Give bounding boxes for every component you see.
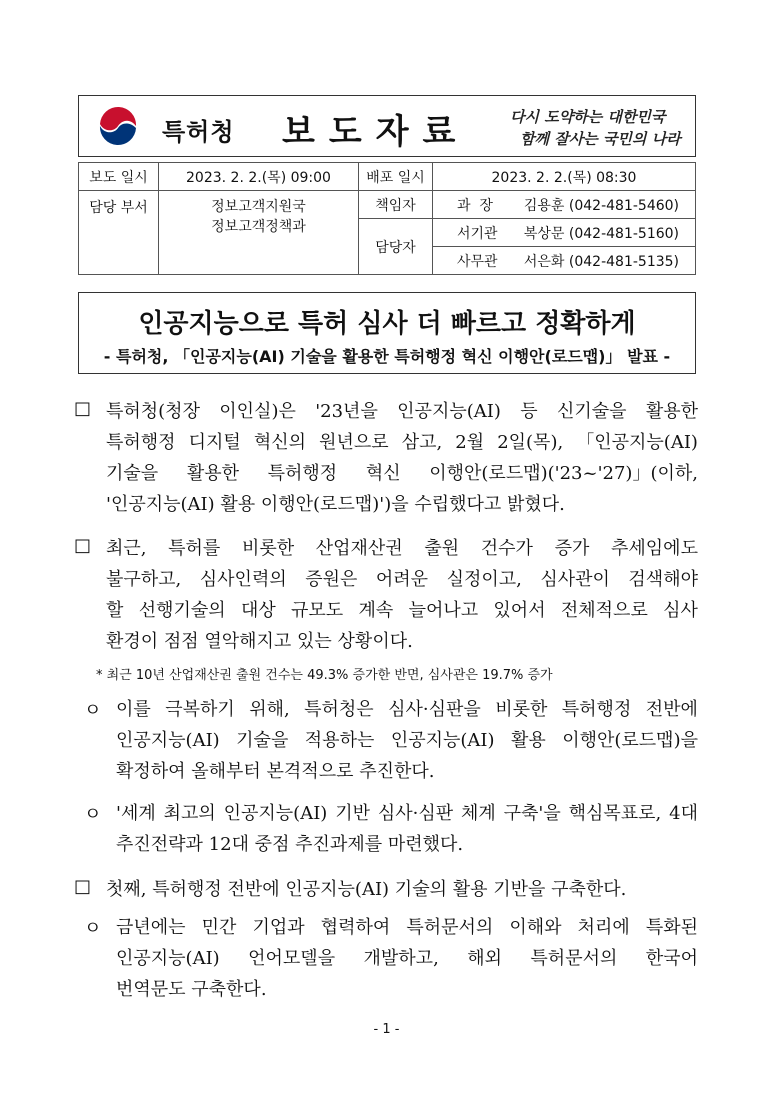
contact-title: 서기관 [457,225,498,242]
government-slogan [508,104,693,152]
org-name: 특허청 [162,118,235,146]
paragraph-line: 추진전략과 12대 중점 추진과제를 마련했다. [116,834,464,855]
circle-bullet-icon: ㅇ [84,700,102,721]
paragraph-line: 기술을 활용한 특허행정 혁신 이행안(로드맵)('23~'27)」(이하, [106,463,698,484]
paragraph-line: '인공지능(AI) 활용 이행안(로드맵)')을 수립했다고 밝혔다. [106,494,565,515]
contact-label: 담당자 [359,219,433,275]
press-date: 2023. 2. 2.(목) 09:00 [159,163,359,191]
contact-title: 사무관 [457,253,498,270]
circle-bullet-icon: ㅇ [84,918,102,939]
dept-name [159,191,359,275]
contact-row [433,191,696,219]
footnote: * 최근 10년 산업재산권 출원 건수는 49.3% 증가한 반면, 심사관은 19.7% 증가 [96,668,553,683]
square-bullet-icon: □ [74,398,92,419]
headline: 인공지능으로 특허 심사 더 빠르고 정확하게 [138,309,636,339]
contact-name: 김용훈 (042-481-5460) [523,197,679,214]
dept-label: 담당 부서 [79,191,159,275]
paragraph-5 [106,874,698,905]
contact-title: 과 장 [457,197,493,214]
paragraph-4 [116,798,698,860]
dept-line-2: 정보고객정책과 [211,219,306,235]
dept-line-1: 정보고객지원국 [211,199,306,215]
paragraph-line: 이를 극복하기 위해, 특허청은 심사·심판을 비롯한 특허행정 전반에 [116,699,698,720]
paragraph-2 [106,533,698,657]
government-emblem-icon [94,104,142,152]
square-bullet-icon: □ [74,535,92,556]
paragraph-line: 환경이 점점 열악해지고 있는 상황이다. [106,631,413,652]
release-date-label: 배포 일시 [359,163,433,191]
paragraph-line: 인공지능(AI) 언어모델을 개발하고, 해외 특허문서의 한국어 [116,948,698,969]
slogan-line-1: 다시 도약하는 대한민국 [510,108,666,126]
paragraph-line: 첫째, 특허행정 전반에 인공지능(AI) 기술의 활용 기반을 구축한다. [106,879,627,900]
contact-name: 복상문 (042-481-5160) [523,225,679,242]
paragraph-line: 최근, 특허를 비롯한 산업재산권 출원 건수가 증가 추세임에도 [106,538,698,559]
paragraph-line: 확정하여 올해부터 본격적으로 추진한다. [116,761,435,782]
sub-headline: - 특허청, 「인공지능(AI) 기술을 활용한 특허행정 혁신 이행안(로드맵)」 발표 - [103,347,671,366]
press-date-label: 보도 일시 [79,163,159,191]
paragraph-line: 할 선행기술의 대상 규모도 계속 늘어나고 있어서 전체적으로 심사 [106,600,698,621]
responsible-label: 책임자 [359,191,433,219]
paragraph-3 [116,694,698,787]
paragraph-line: '세계 최고의 인공지능(AI) 기반 심사·심판 체계 구축'을 핵심목표로, 4대 [116,803,698,824]
square-bullet-icon: □ [74,876,92,897]
paragraph-line: 금년에는 민간 기업과 협력하여 특허문서의 이해와 처리에 특화된 [116,917,698,938]
paragraph-line: 인공지능(AI) 기술을 적용하는 인공지능(AI) 활용 이행안(로드맵)을 [116,730,698,751]
paragraph-6 [116,912,698,1005]
paragraph-1 [106,396,698,520]
doc-type-title: 보도자료 [282,112,470,152]
release-date: 2023. 2. 2.(목) 08:30 [433,163,696,191]
paragraph-line: 불구하고, 심사인력의 증원은 어려운 실정이고, 심사관이 검색해야 [106,569,698,590]
paragraph-line: 번역문도 구축한다. [116,979,267,1000]
press-info-table [78,162,696,275]
contact-name: 서은화 (042-481-5135) [523,253,679,270]
circle-bullet-icon: ㅇ [84,804,102,825]
page-number: - 1 - [373,1022,400,1037]
paragraph-line: 특허행정 디지털 혁신의 원년으로 삼고, 2월 2일(목), 「인공지능(AI) [106,432,698,453]
contact-row [433,219,696,247]
slogan-line-2: 함께 잘사는 국민의 나라 [520,130,681,148]
paragraph-line: 특허청(청장 이인실)은 '23년을 인공지능(AI) 등 신기술을 활용한 [106,401,698,422]
contact-row [433,247,696,275]
